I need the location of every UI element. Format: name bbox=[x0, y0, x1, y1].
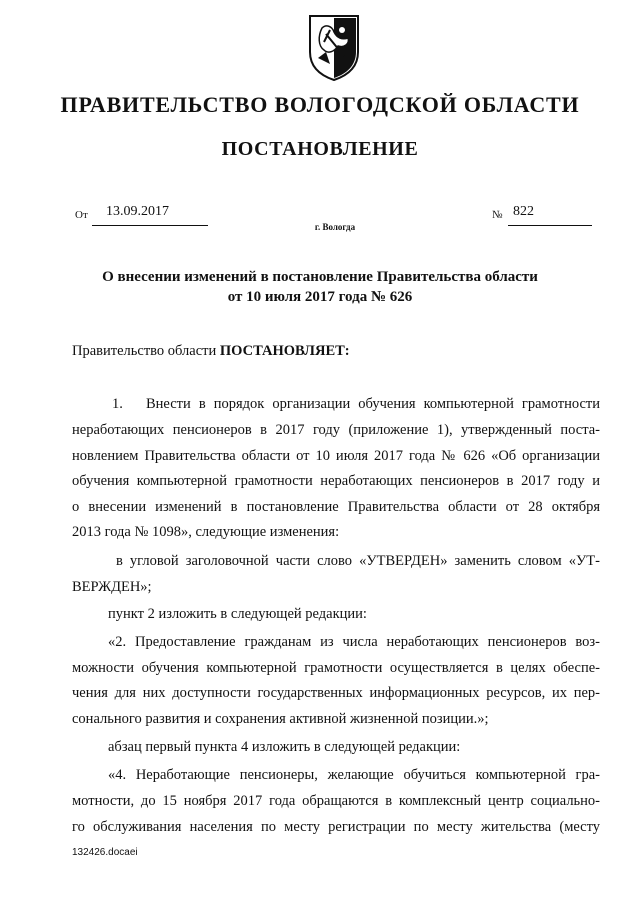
organization-heading: ПРАВИТЕЛЬСТВО ВОЛОГОДСКОЙ ОБЛАСТИ bbox=[60, 92, 580, 117]
paragraph-line: новлением Правительства области от 10 июля 2017 года № 626 «Об организации bbox=[72, 448, 600, 464]
preamble-lead: Правительство области bbox=[72, 343, 220, 359]
title-line: О внесении изменений в постановление Правительства области bbox=[102, 269, 538, 285]
date-label: От bbox=[75, 209, 88, 221]
file-reference: 132426.docaei bbox=[72, 847, 138, 858]
paragraph-line: можности обучения компьютерной грамотности осуществляется в целях обеспе- bbox=[72, 660, 600, 676]
paragraph-line: Внести в порядок организации обучения компьютерной грамотности bbox=[146, 396, 600, 412]
paragraph-line: «4. Неработающие пенсионеры, желающие обучиться компьютерной гра- bbox=[108, 767, 600, 783]
paragraph-line: чения для них доступности государственных информационных ресурсов, их пер- bbox=[72, 685, 600, 701]
coat-of-arms-icon bbox=[304, 12, 364, 82]
document-type-heading: ПОСТАНОВЛЕНИЕ bbox=[221, 138, 419, 160]
paragraph-line: в угловой заголовочной части слово «УТВЕРДЕН» заменить словом «УТ- bbox=[116, 553, 600, 569]
title-line: от 10 июля 2017 года № 626 bbox=[227, 289, 413, 305]
paragraph-line: 2013 года № 1098», следующие изменения: bbox=[72, 524, 340, 540]
city-label: г. Вологда bbox=[314, 222, 356, 232]
paragraph-line: ВЕРЖДЕН»; bbox=[72, 579, 152, 595]
document-date: 13.09.2017 bbox=[106, 204, 169, 219]
paragraph-line: «2. Предоставление гражданам из числа неработающих пенсионеров воз- bbox=[108, 634, 600, 650]
number-label: № bbox=[492, 209, 503, 221]
paragraph-line: абзац первый пункта 4 изложить в следующей редакции: bbox=[108, 739, 461, 755]
preamble bbox=[72, 343, 600, 360]
paragraph-line: го обслуживания населения по месту регистрации по месту жительства (месту bbox=[72, 819, 600, 835]
paragraph-line: обучения компьютерной грамотности неработающих пенсионеров в 2017 году и bbox=[72, 473, 600, 489]
preamble-emphasis: ПОСТАНОВЛЯЕТ: bbox=[219, 343, 350, 359]
item-number: 1. bbox=[112, 396, 123, 412]
paragraph-line: пункт 2 изложить в следующей редакции: bbox=[108, 606, 367, 622]
paragraph-line: мотности, до 15 ноября 2017 года обращаются в комплексный центр социально- bbox=[72, 793, 600, 809]
paragraph-line: неработающих пенсионеров в 2017 году (приложение 1), утвержденный поста- bbox=[72, 422, 600, 438]
paragraph-line: сонального развития и сохранения активной жизненной позиции.»; bbox=[72, 711, 489, 727]
document-number: 822 bbox=[513, 204, 534, 219]
paragraph-line: о внесении изменений в постановление Правительства области от 28 октября bbox=[72, 499, 600, 515]
document-title bbox=[60, 267, 580, 307]
